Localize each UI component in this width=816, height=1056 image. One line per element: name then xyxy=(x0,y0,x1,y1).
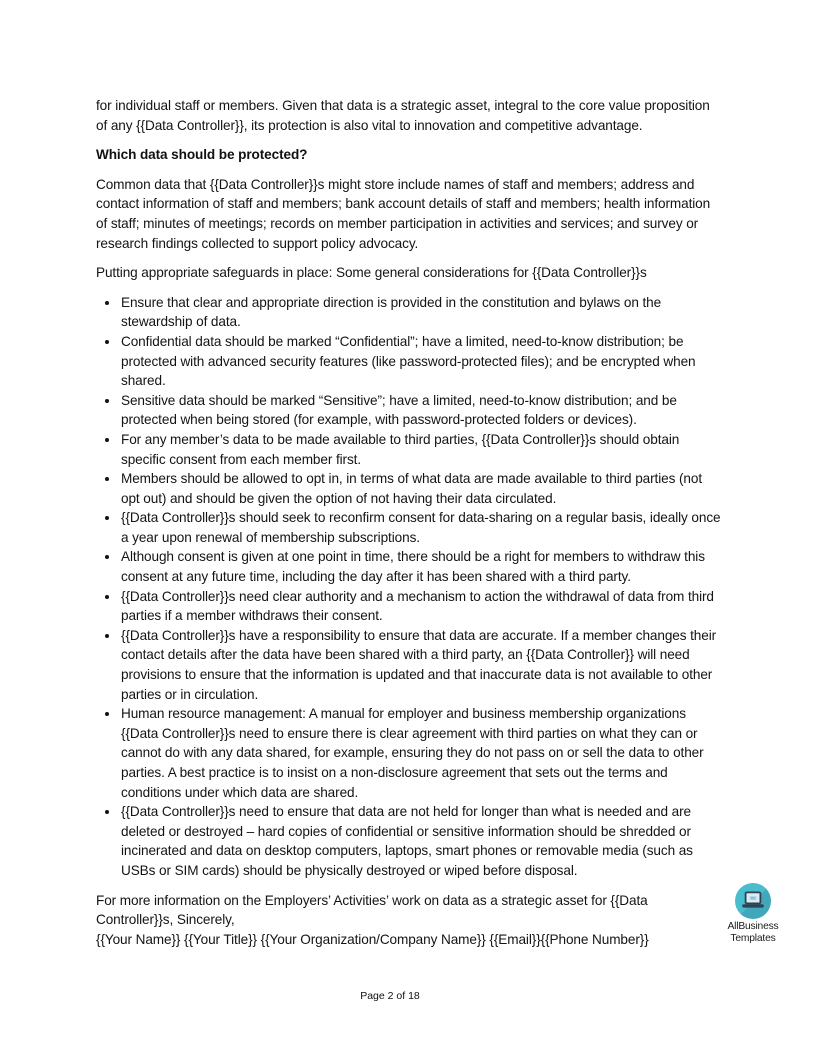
bullet-item: • Ensure that clear and appropriate direction is provided in the constitution and bylaws on the stewardship of data. xyxy=(120,293,722,332)
bullet-item: • {{Data Controller}}s have a responsibility to ensure that data are accurate. If a member changes their contact details after the data have been shared with a third party, an {{Data Controller}} will need provisions to ensure that the information is updated and that inaccurate data is not available to other parties or in circulation. xyxy=(120,626,722,704)
bullet-item: • Sensitive data should be marked “Sensitive”; have a limited, need-to-know distribution; and be protected when being stored (for example, with password-protected folders or devices). xyxy=(120,391,722,430)
logo-text-line-1: AllBusiness xyxy=(727,921,779,932)
bullet-item: • Confidential data should be marked “Confidential”; have a limited, need-to-know distribution; be protected with advanced security features (like password-protected files); and be encrypted when shared. xyxy=(120,332,722,391)
bullet-item: • {{Data Controller}}s need clear authority and a mechanism to action the withdrawal of data from third parties if a member withdraws their consent. xyxy=(120,587,722,626)
intro-paragraph: for individual staff or members. Given that data is a strategic asset, integral to the core value proposition of any {{Data Controller}}, its protection is also vital to innovation and competitive advantage. xyxy=(96,98,710,133)
laptop-icon xyxy=(735,883,771,919)
allbusiness-templates-logo xyxy=(719,883,787,944)
bullet-item: • Although consent is given at one point in time, there should be a right for members to withdraw this consent at any future time, including the day after it has been shared with a third party. xyxy=(120,547,722,586)
safeguards-intro-paragraph: Putting appropriate safeguards in place: Some general considerations for {{Data Controller}}s xyxy=(96,265,647,281)
closing-line-1: For more information on the Employers’ Activities’ work on data as a strategic asset for {{Data Controller}}s, Sincerely, xyxy=(96,892,648,928)
logo-circle xyxy=(735,883,771,919)
page-number-footer: Page 2 of 18 xyxy=(360,990,420,1002)
document-body xyxy=(96,96,722,959)
common-data-paragraph: Common data that {{Data Controller}}s might store include names of staff and members; address and contact information of staff and members; bank account details of staff and members; health information of staff; minutes of meetings; records on member participation in activities and services; and survey or research findings collected to support policy advocacy. xyxy=(96,176,711,251)
closing-line-2: {{Your Name}} {{Your Title}} {{Your Organization/Company Name}} {{Email}}{{Phone Number}} xyxy=(96,931,649,947)
logo-text xyxy=(719,921,787,944)
logo-text-line-2: Templates xyxy=(730,932,776,944)
bullet-item: • {{Data Controller}}s should seek to reconfirm consent for data-sharing on a regular basis, ideally once a year upon renewal of membership subscriptions. xyxy=(120,508,722,547)
closing-paragraph xyxy=(96,891,722,950)
section-heading: Which data should be protected? xyxy=(96,147,308,163)
bullet-item: • Members should be allowed to opt in, in terms of what data are made available to third parties (not opt out) and should be given the option of not having their data circulated. xyxy=(120,469,722,508)
bullet-item: • {{Data Controller}}s need to ensure that data are not held for longer than what is needed and are deleted or destroyed – hard copies of confidential or sensitive information should be shredded or incinerated and data on desktop computers, laptops, smart phones or removable media (such as USBs or SIM cards) should be physically destroyed or wiped before disposal. xyxy=(120,802,722,880)
safeguards-bullet-list xyxy=(96,293,722,881)
bullet-item: • For any member’s data to be made available to third parties, {{Data Controller}}s should obtain specific consent from each member first. xyxy=(120,430,722,469)
bullet-item: • Human resource management: A manual for employer and business membership organizations {{Data Controller}}s need to ensure there is clear agreement with third parties on what they can or cannot do with any data shared, for example, ensuring they do not pass on or sell the data to other parties. A best practice is to insist on a non-disclosure agreement that sets out the terms and conditions under which data are shared. xyxy=(120,704,722,802)
